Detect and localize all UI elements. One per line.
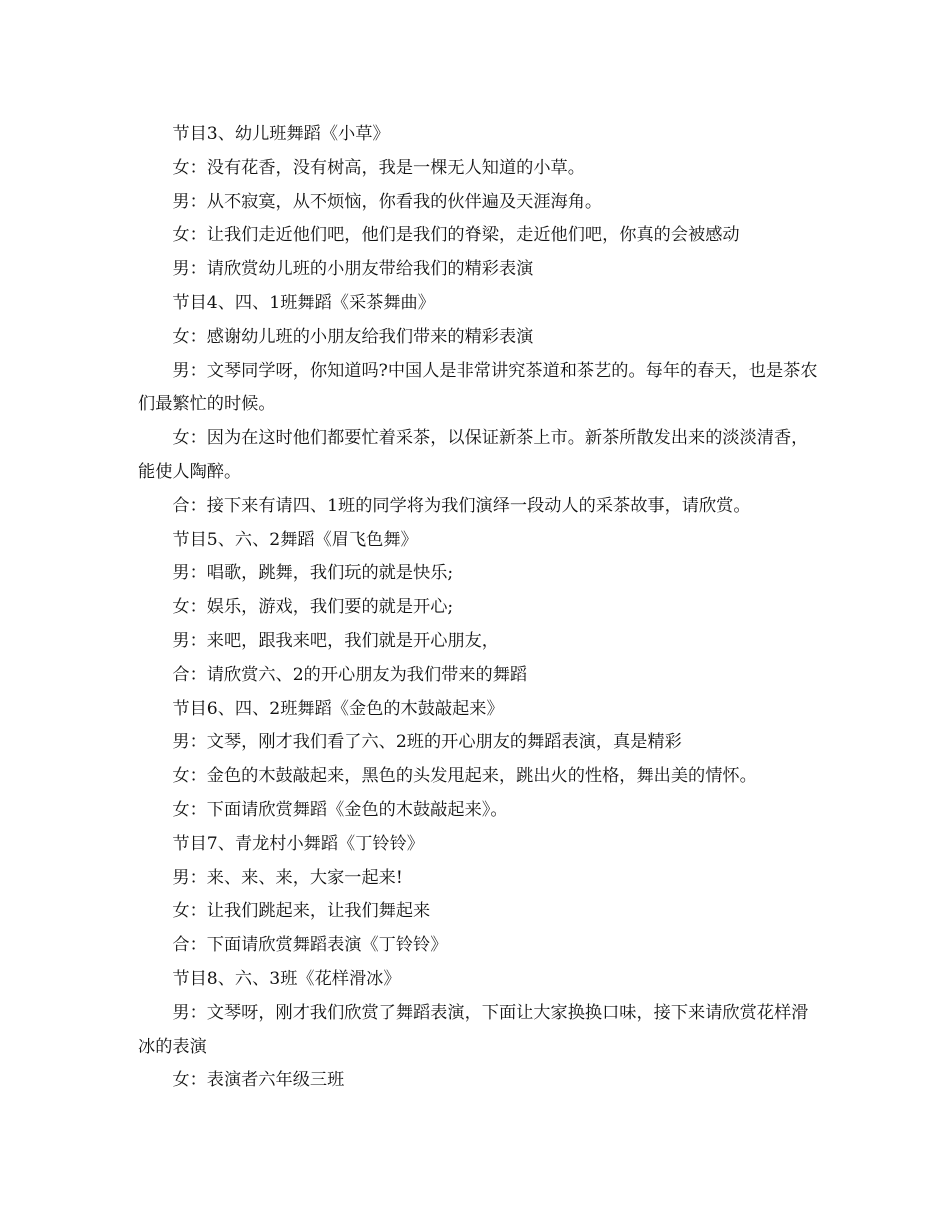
program-heading-3: 节目3、幼儿班舞蹈《小草》 (172, 124, 390, 144)
document-body (138, 118, 818, 1098)
dialogue-line: 女：因为在这时他们都要忙着采茶，以保证新茶上市。新茶所散发出来的淡淡清香，能使人陶醉。 (138, 428, 809, 482)
dialogue-line: 男：文琴同学呀，你知道吗?中国人是非常讲究茶道和茶艺的。每年的春天，也是茶农们最繁忙的时候。 (138, 360, 818, 415)
dialogue-line: 合：请欣赏六、2的开心朋友为我们带来的舞蹈 (172, 664, 528, 685)
dialogue-line: 男：唱歌，跳舞，我们玩的就是快乐; (172, 563, 454, 584)
program-heading-7: 节目7、青龙村小舞蹈《丁铃铃》 (172, 833, 424, 854)
dialogue-line: 男：请欣赏幼儿班的小朋友带给我们的精彩表演 (172, 259, 534, 280)
dialogue-line: 女：没有花香，没有树高，我是一棵无人知道的小草。 (172, 157, 585, 178)
dialogue-line: 男：从不寂寞，从不烦恼，你看我的伙伴遍及天涯海角。 (172, 191, 603, 212)
dialogue-line: 女：金色的木鼓敲起来，黑色的头发甩起来，跳出火的性格，舞出美的情怀。 (172, 766, 757, 787)
dialogue-line: 女：娱乐，游戏，我们要的就是开心; (172, 597, 454, 618)
program-heading-5: 节目5、六、2舞蹈《眉飞色舞》 (172, 529, 418, 550)
dialogue-line: 合：接下来有请四、1班的同学将为我们演绎一段动人的采茶故事，请欣赏。 (172, 495, 751, 516)
dialogue-line: 女：感谢幼儿班的小朋友给我们带来的精彩表演 (172, 326, 534, 347)
program-heading-8: 节目8、六、3班《花样滑冰》 (172, 968, 401, 989)
dialogue-line: 女：下面请欣赏舞蹈《金色的木鼓敲起来》。 (172, 799, 508, 820)
dialogue-line: 女：让我们走近他们吧，他们是我们的脊梁，走近他们吧，你真的会被感动 (172, 225, 740, 246)
dialogue-line: 男：文琴，刚才我们看了六、2班的开心朋友的舞蹈表演，真是精彩 (172, 732, 682, 753)
program-heading-6: 节目6、四、2班舞蹈《金色的木鼓敲起来》 (172, 698, 504, 719)
dialogue-line: 女：表演者六年级三班 (172, 1070, 345, 1091)
dialogue-line: 男：文琴呀，刚才我们欣赏了舞蹈表演，下面让大家换换口味，接下来请欣赏花样滑冰的表演 (138, 1002, 809, 1057)
dialogue-line: 合：下面请欣赏舞蹈表演《丁铃铃》 (172, 935, 448, 956)
program-heading-4: 节目4、四、1班舞蹈《采茶舞曲》 (172, 292, 435, 313)
dialogue-line: 男：来、来、来，大家一起来! (172, 867, 403, 888)
dialogue-line: 男：来吧，跟我来吧，我们就是开心朋友， (172, 630, 499, 651)
dialogue-line: 女：让我们跳起来，让我们舞起来 (172, 901, 431, 922)
